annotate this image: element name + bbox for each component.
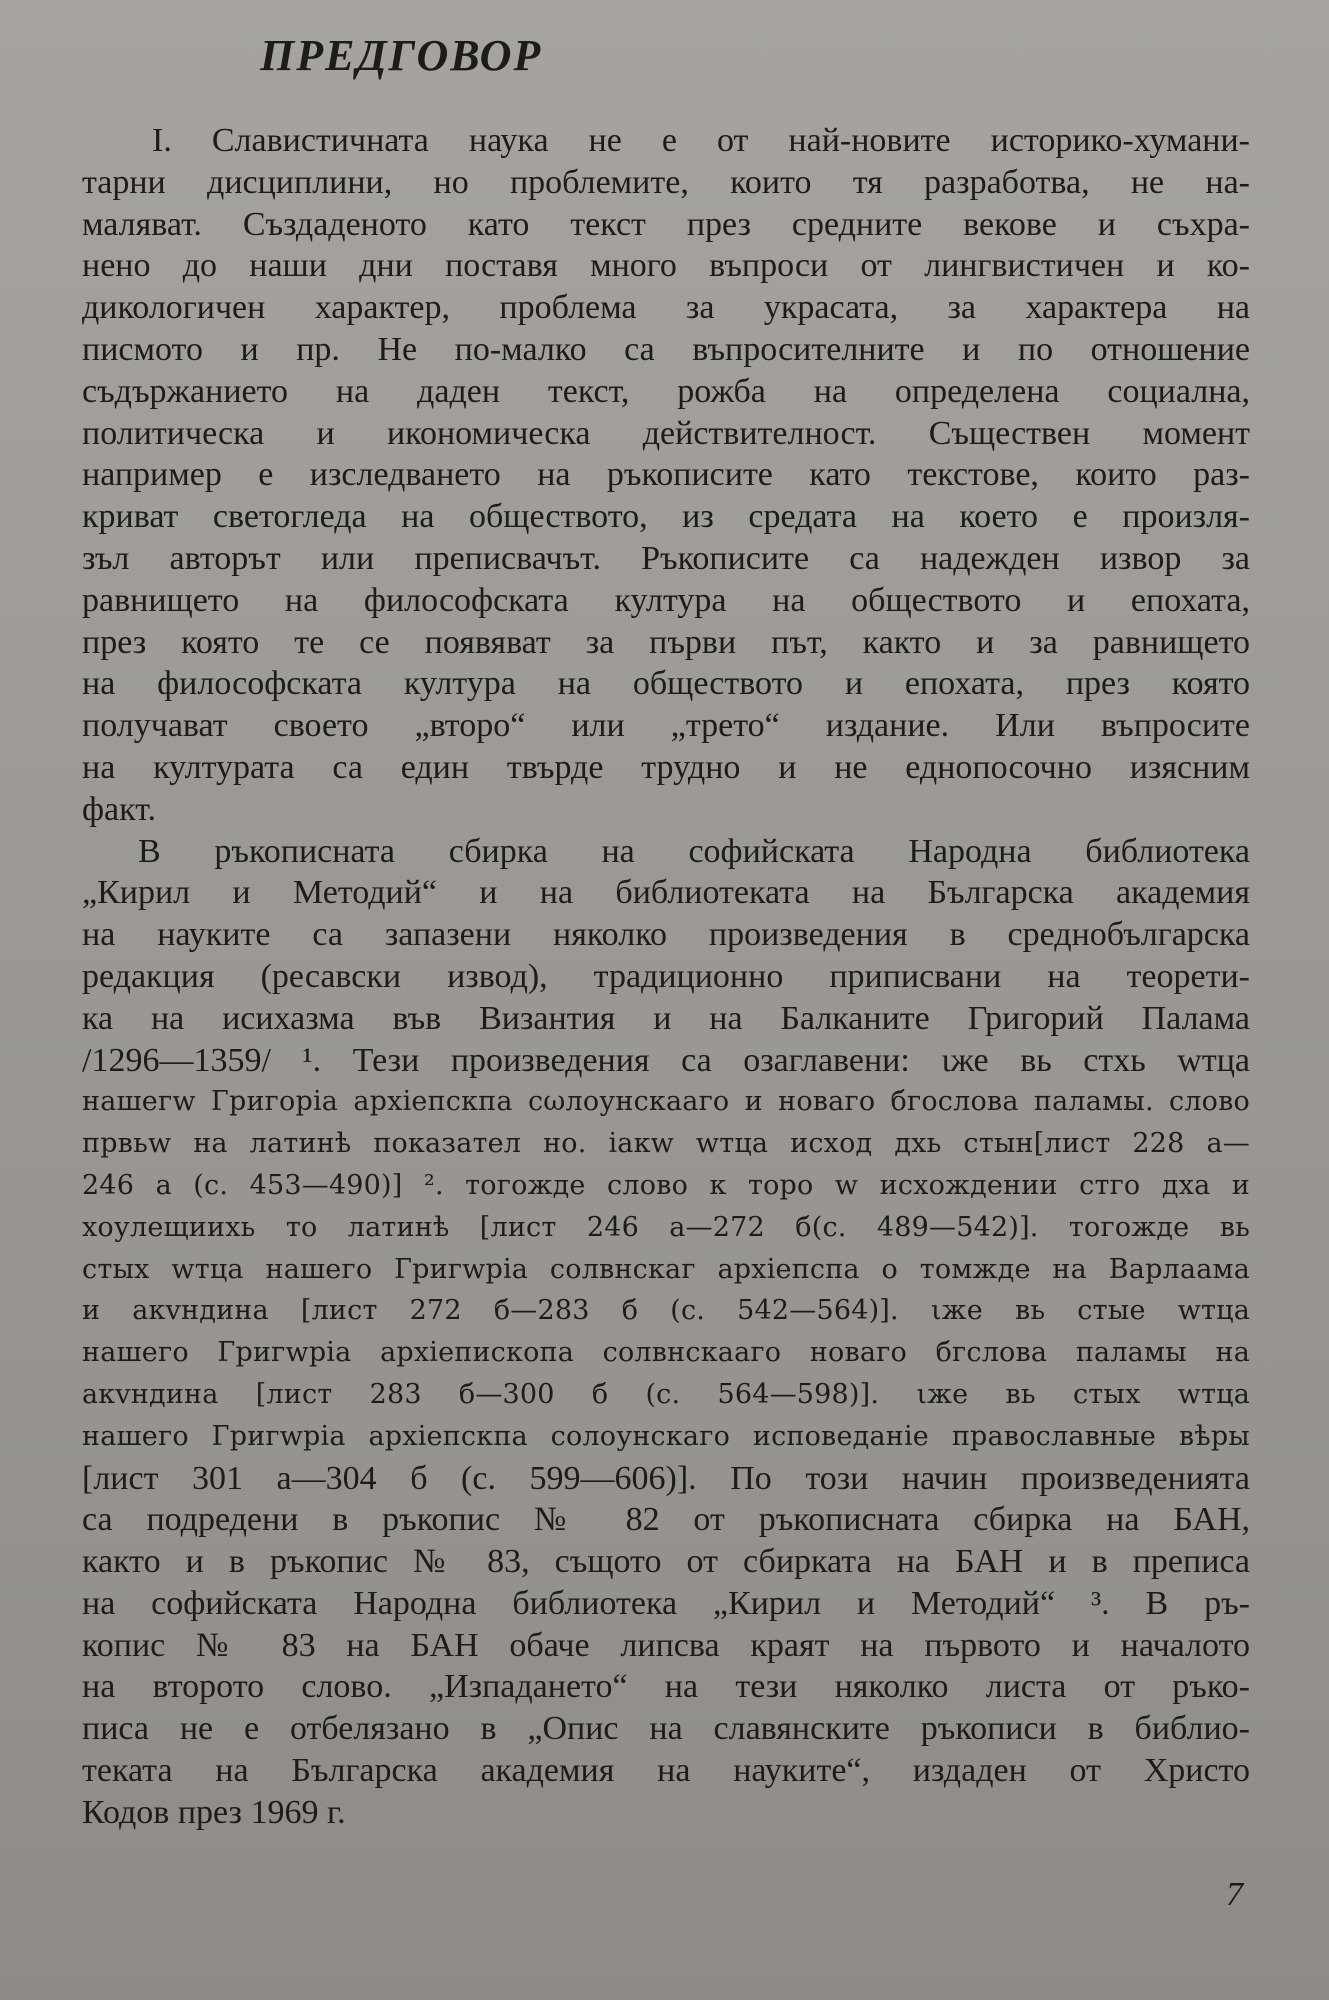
text-line: В ръкописната сбирка на софийската Народна библиотека bbox=[138, 832, 1250, 870]
slavonic-text-line: хоулещиихь то латинѣ [лист 246 а—272 б(с. 489—542)]. тогожде вь bbox=[82, 1211, 1250, 1243]
text-line: дикологичен характер, проблема за украсата, за характера на bbox=[82, 289, 1250, 327]
text-line: политическа и икономическа действителност. Съществен момент bbox=[82, 414, 1250, 452]
text-line: криват светогледа на обществото, из средата на което е произля- bbox=[82, 498, 1250, 536]
text-line: редакция (ресавски извод), традиционно приписвани на теорети- bbox=[82, 957, 1250, 995]
text-line: „Кирил и Методий“ и на библиотеката на Българска академия bbox=[82, 874, 1250, 912]
text-line: /1296—1359/ ¹. Тези произведения са озаглавени: ιже вь стхь wтца bbox=[82, 1041, 1250, 1079]
text-line: Кодов през 1969 г. bbox=[82, 1793, 346, 1831]
slavonic-text-line: нашего Григwрiа архiепскпа солоунскаго исповеданiе православные вѣры bbox=[82, 1420, 1250, 1452]
text-line: факт. bbox=[82, 790, 156, 828]
slavonic-text-line: 246 а (с. 453—490)] ². тогожде слово к торо w исхождении стго дха и bbox=[82, 1169, 1250, 1201]
text-line: съдържанието на даден текст, рожба на определена социална, bbox=[82, 372, 1250, 410]
page-title: ПРЕДГОВОР bbox=[260, 31, 543, 80]
slavonic-text-line: нашегw Григорiа архiепскпа сωлоунскааго и новаго бгослова паламы. слово bbox=[82, 1086, 1250, 1118]
text-line: например е изследването на ръкописите като текстове, които раз- bbox=[82, 456, 1250, 494]
text-line: на културата са един твърде трудно и не еднопосочно изясним bbox=[82, 748, 1250, 786]
slavonic-text-line: акvндина [лист 283 б—300 б (с. 564—598)]. ιже вь стых wтца bbox=[82, 1378, 1250, 1410]
text-line: зъл авторът или преписвачът. Ръкописите са надежден извор за bbox=[82, 539, 1250, 577]
text-line: на науките са запазени няколко произведения в среднобългарска bbox=[82, 916, 1250, 954]
text-line: [лист 301 а—304 б (с. 599—606)]. По този начин произведенията bbox=[82, 1459, 1250, 1497]
text-line: ка на исихазма във Византия и на Балканите Григорий Палама bbox=[82, 999, 1250, 1037]
text-line: на второто слово. „Изпадането“ на тези няколко листа от ръко- bbox=[82, 1668, 1250, 1706]
text-line: писмото и пр. Не по-малко са въпросителните и по отношение bbox=[82, 330, 1250, 368]
slavonic-text-line: стых wтца нашего Григwрiа солвнскаг архiепспа о томжде на Варлаама bbox=[82, 1253, 1250, 1285]
text-line: както и в ръкопис № 83, същото от сбирката на БАН и в преписа bbox=[82, 1543, 1250, 1581]
text-line: I. Славистичната наука не е от най-новите историко-хумани- bbox=[152, 122, 1250, 159]
slavonic-text-line: првьw на латинѣ показател но. iакw wтца исход дхь стын[лист 228 а— bbox=[82, 1128, 1250, 1160]
slavonic-text-line: и акvндина [лист 272 б—283 б (с. 542—564)]. ιже вь стые wтца bbox=[82, 1295, 1250, 1327]
text-line: маляват. Създаденото като текст през средните векове и съхра- bbox=[82, 205, 1250, 243]
text-line: на философската култура на обществото и епохата, през която bbox=[82, 665, 1250, 703]
text-line: равнището на философската култура на обществото и епохата, bbox=[82, 581, 1250, 619]
text-line: копис № 83 на БАН обаче липсва краят на първото и началото bbox=[82, 1626, 1250, 1664]
text-line: тарни дисциплини, но проблемите, които тя разработва, не на- bbox=[82, 163, 1250, 201]
text-line: през която те се появяват за първи път, както и за равнището bbox=[82, 623, 1250, 661]
body-text bbox=[82, 120, 1250, 1834]
page-number: 7 bbox=[1226, 1876, 1243, 1913]
text-line: нено до наши дни поставя много въпроси от лингвистичен и ко- bbox=[82, 247, 1250, 285]
slavonic-text-line: нашего Григwрiа архiепископа солвнскааго новаго бгслова паламы на bbox=[82, 1337, 1250, 1369]
text-line: теката на Българска академия на науките“, издаден от Христо bbox=[82, 1752, 1250, 1790]
text-line: на софийската Народна библиотека „Кирил и Методий“ ³. В ръ- bbox=[82, 1584, 1250, 1622]
text-line: получават своето „второ“ или „трето“ издание. Или въпросите bbox=[82, 707, 1250, 745]
text-line: писа не е отбелязано в „Опис на славянските ръкописи в библио- bbox=[82, 1710, 1250, 1748]
text-line: са подредени в ръкопис № 82 от ръкописната сбирка на БАН, bbox=[82, 1501, 1250, 1539]
